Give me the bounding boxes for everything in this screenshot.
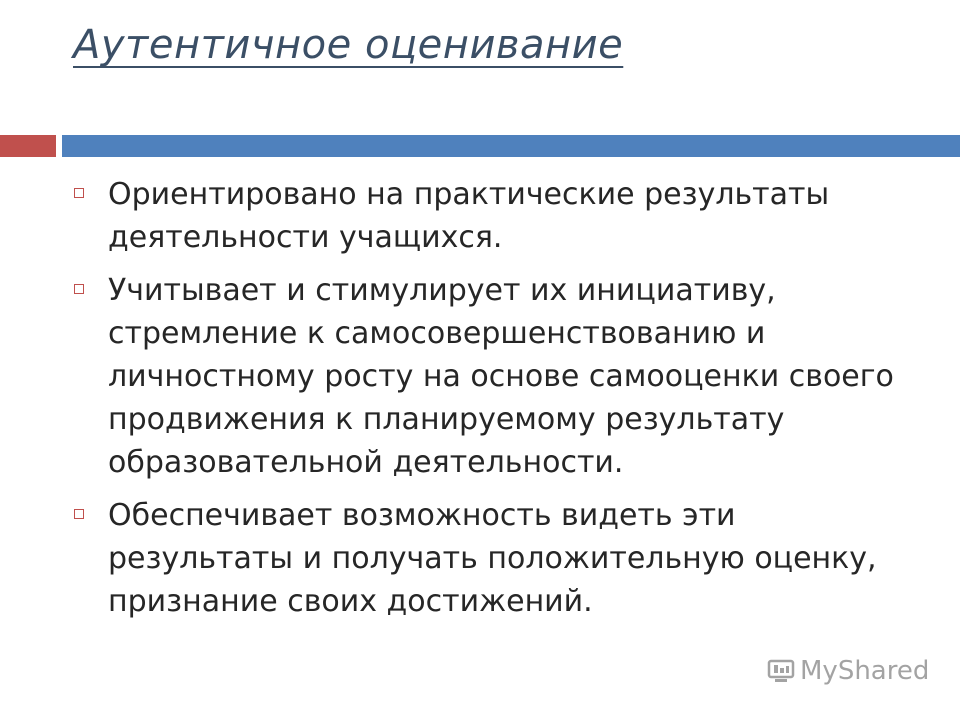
accent-bar-blue xyxy=(62,135,960,157)
square-outline-icon xyxy=(74,509,84,519)
square-outline-icon xyxy=(74,284,84,294)
bullet-text: Ориентировано на практические результаты деятельности учащихся. xyxy=(108,177,830,255)
bullet-text: Учитывает и стимулирует их инициативу, стремление к самосовершенствованию и личностному росту на основе самооценки своего продвижения к планируемому результату образовательной деятельности. xyxy=(108,273,894,480)
accent-bar-red xyxy=(0,135,56,157)
slide-title: Аутентичное оценивание xyxy=(73,22,624,68)
bullet-text: Обеспечивает возможность видеть эти результаты и получать положительную оценку, признание своих достижений. xyxy=(108,498,877,619)
myshared-watermark xyxy=(766,656,929,686)
bullet-item xyxy=(74,173,914,259)
bullet-list xyxy=(74,173,914,633)
square-outline-icon xyxy=(74,188,84,198)
watermark-text: MyShared xyxy=(800,656,930,686)
bullet-item xyxy=(74,269,914,484)
bullet-item xyxy=(74,494,914,623)
myshared-logo-icon xyxy=(766,656,796,686)
